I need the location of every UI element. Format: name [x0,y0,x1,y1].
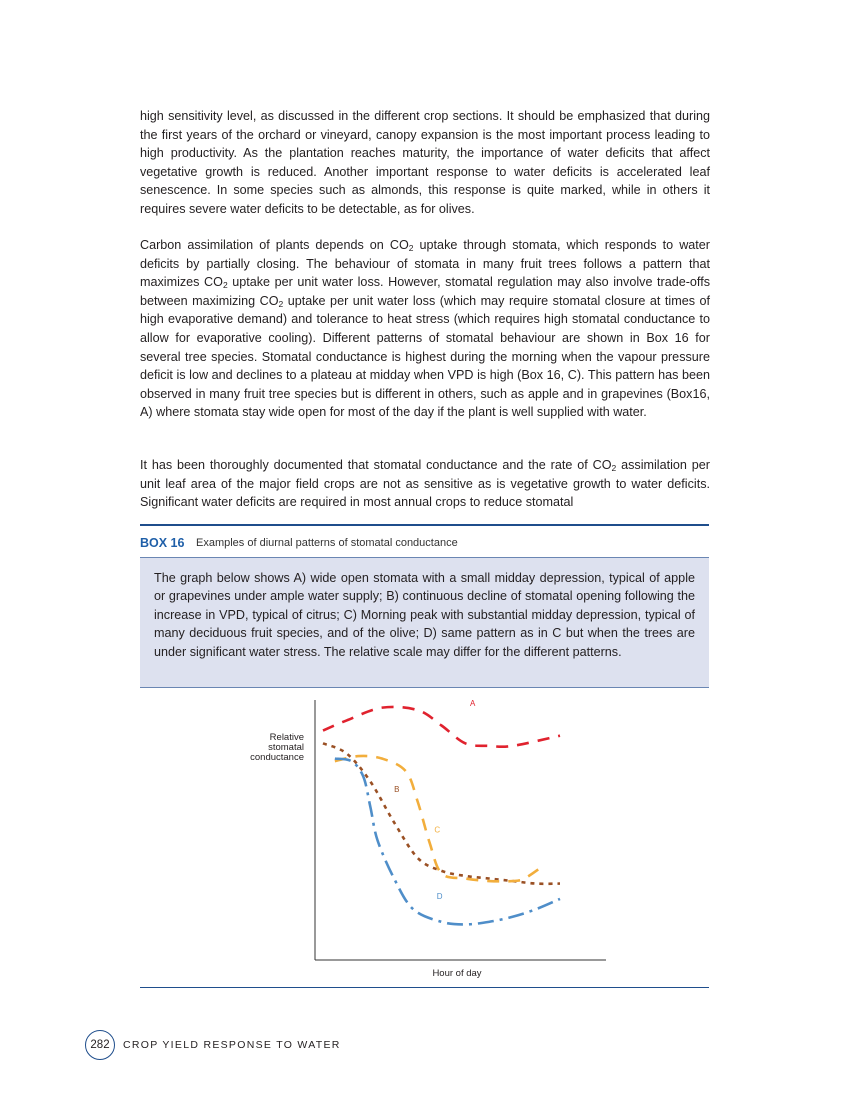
box-description [140,558,709,688]
x-axis-label: Hour of day [432,968,482,979]
page-number-badge [85,1030,115,1060]
series-layer [323,699,560,924]
body-paragraph-3: It has been thoroughly documented that stomatal conductance and the rate of $CO_2$ assimilation per unit leaf area of the major field crops are not as sensitive as is vegetative growth to water deficits. Significant water deficits are required in most annual crops to reduce stomatal [140,458,710,510]
series-line-a [323,707,560,747]
body-paragraph-1: high sensitivity level, as discussed in the different crop sections. It should be emphasized that during the first years of the orchard or vineyard, canopy expansion is the most important process leading to high productivity. As the plantation reaches maturity, the importance of water deficits that affect vegetative growth is reduced. Another important response to water deficits is accelerated leaf senescence. In some species such as almonds, this response is quite marked, while in others it requires severe water deficits to be detectable, as for olives. [140,109,710,216]
box-title: Examples of diurnal patterns of stomatal conductance [196,537,458,549]
box-bottom-rule [140,987,709,988]
box-label: BOX 16 [140,536,185,550]
page-number: 282 [90,1039,110,1051]
box-header [140,526,709,558]
box-description-text: The graph below shows A) wide open stomata with a small midday depression, typical of apple or grapevines under ample water supply; B) continuous decline of stomatal opening following the increase in VPD, typical of citrus; C) Morning peak with substantial midday depression, typical of many deciduous fruit species, and of the olive; D) same pattern as in C but when the trees are under significant water stress. The relative scale may differ for the different patterns. [154,571,695,659]
series-label-d: D [436,891,443,901]
series-line-b [323,743,560,883]
y-axis-label-line-3: conductance [250,752,304,763]
stomatal-conductance-chart [140,690,710,990]
body-paragraph-2: Carbon assimilation of plants depends on $CO_2$ uptake through stomata, which responds to water deficits by partially closing. The behaviour of stomata in many fruit trees follows a pattern that maximizes $CO_2$ uptake per unit water loss. However, stomatal regulation may also involve trade-offs between maximizing $CO_2$ uptake per unit water loss (which may require stomatal closure at times of high evaporative demand) and tolerance to heat stress (which requires high stomatal conductance to allow for evaporative cooling). Different patterns of stomatal behaviour are shown in Box 16 for several tree species. Stomatal conductance is highest during the morning when the vapour pressure deficit is low and declines to a plateau at midday when VPD is high (Box 16, C). This pattern has been observed in many fruit tree species but is different in others, such as apple and in grapevines (Box16, A) where stomata stay wide open for most of the day if the plant is well supplied with water. [140,238,711,420]
series-label-b: B [394,784,400,794]
running-title: CROP YIELD RESPONSE TO WATER [123,1039,341,1051]
series-label-a: A [469,699,476,709]
series-line-d [335,759,560,925]
y-axis-label-line-1: Relative [269,732,304,743]
series-label-c: C [434,825,441,835]
y-axis-label-line-2: stomatal [268,742,304,753]
chart-canvas [140,690,710,985]
